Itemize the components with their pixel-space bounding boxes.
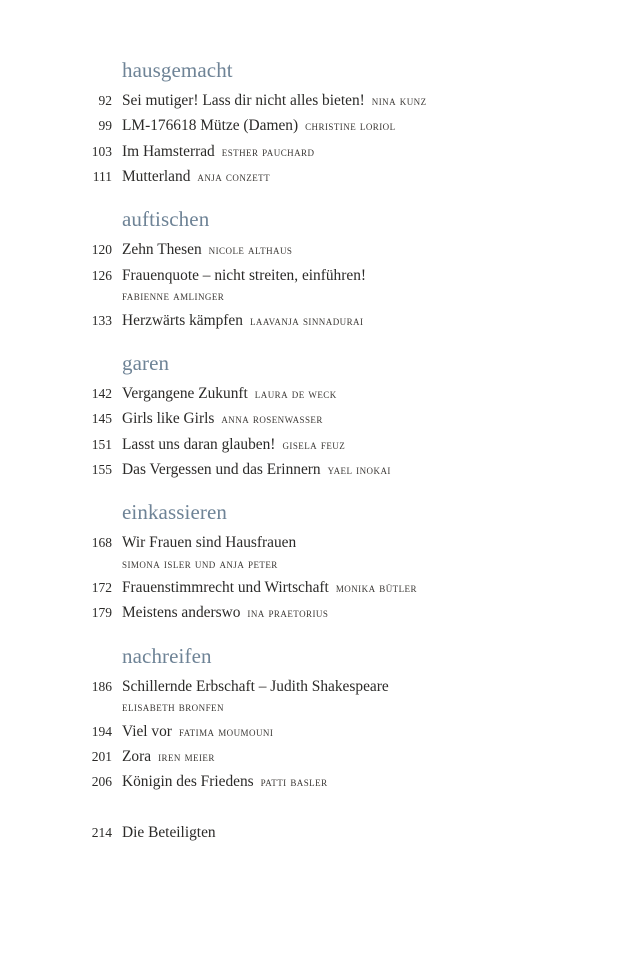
toc-entry[interactable] [60,116,559,136]
table-of-contents [60,60,559,843]
toc-entry-body [112,533,559,573]
toc-entry-body [112,266,559,306]
toc-entry-page-number: 155 [91,461,112,477]
toc-entry-page-number: 186 [91,678,112,694]
toc-entry-author: monika bütler [335,580,417,596]
toc-entry[interactable] [60,142,559,162]
toc-entry-title-line [122,578,559,598]
toc-entry-author: fabienne amlinger [122,287,225,303]
toc-entry-title: Meistens anderswo [122,604,241,622]
toc-section [60,209,559,331]
toc-entry-author: elisabeth bronfen [122,699,224,715]
toc-entry-title: Herzwärts kämpfen [122,311,243,329]
toc-entry[interactable] [60,603,559,623]
toc-entry[interactable] [60,167,559,187]
toc-entry[interactable] [60,772,559,792]
toc-entry-title-line [122,116,559,136]
toc-entry-body [112,603,559,623]
toc-entry[interactable] [60,240,559,260]
toc-section [60,350,559,480]
toc-entry-body [112,116,559,136]
toc-entry-title-line [122,722,559,742]
toc-entry-page-number: 126 [91,267,112,283]
toc-entry[interactable] [60,311,559,331]
toc-entry-page-number: 103 [91,143,112,159]
toc-entry-body [112,747,559,767]
toc-entry-author: laura de weck [254,385,337,401]
toc-entry-body [112,435,559,455]
toc-entry-author: nina kunz [371,93,427,108]
toc-entry-author: esther pauchard [221,143,315,159]
toc-entry-body [112,722,559,742]
toc-entry-page-number: 142 [91,385,112,401]
toc-entry-title: Girls like Girls [122,410,215,428]
toc-entry-body [112,167,559,187]
toc-entry[interactable] [60,747,559,767]
toc-entry-page-number: 151 [91,436,112,452]
toc-entry-title-line [122,409,559,429]
toc-entry-author: fatima moumouni [178,723,274,739]
toc-entry-title: Sei mutiger! Lass dir nicht alles bieten! [122,92,365,109]
toc-entry[interactable] [60,722,559,742]
toc-entry-page-number: 206 [91,774,112,790]
toc-entry-page-number: 168 [91,535,112,551]
toc-entry-title-line [122,435,559,455]
toc-entry-title: Vergangene Zukunft [122,384,248,402]
toc-entry-title-line [122,677,559,697]
toc-entry-author: iren meier [158,748,215,764]
toc-entry[interactable] [60,384,559,404]
toc-entry-title-line [122,311,559,331]
toc-section-heading: hausgemacht [122,58,233,82]
toc-entry-page-number: 172 [91,580,112,596]
toc-entry-author: christine loriol [305,118,396,134]
toc-entry-body [112,142,559,162]
toc-entry-title-line [122,240,559,260]
toc-entry-title-line [122,91,559,111]
toc-entry-title: Frauenstimmrecht und Wirtschaft [122,579,329,597]
toc-entry-author: ina praetorius [247,605,329,621]
toc-entry-body [112,384,559,404]
toc-entry-title: Das Vergessen und das Erinnern [122,460,321,478]
toc-entry-title: Frauenquote – nicht streiten, einführen! [122,266,367,284]
toc-entry-title: Wir Frauen sind Hausfrauen [122,534,297,552]
toc-entry-body [112,677,559,717]
toc-section-heading: auftischen [122,207,210,232]
toc-entry-author: anna rosenwasser [221,411,323,427]
toc-entry-page-number: 145 [91,411,112,427]
toc-entry-body [112,311,559,331]
toc-entry-title-line [122,460,559,480]
toc-entry[interactable] [60,460,559,480]
toc-entry-page-number: 92 [98,93,112,108]
toc-entry-title-line [122,142,559,162]
toc-section [60,643,559,793]
toc-section-heading: garen [122,350,170,375]
toc-entry[interactable] [60,435,559,455]
toc-entry[interactable] [60,409,559,429]
toc-entry-title-line [122,747,559,767]
toc-entry-body [112,460,559,480]
toc-entry[interactable] [60,91,559,111]
toc-entry-title-line [122,823,559,843]
toc-entry[interactable] [60,578,559,598]
toc-entry-title-line [122,772,559,792]
toc-entry-title-line [122,266,559,286]
toc-entry-title: Zehn Thesen [122,241,202,259]
toc-section-heading: einkassieren [122,500,227,525]
toc-entry[interactable] [60,677,559,717]
toc-entry-body [112,91,559,111]
toc-entry-body [112,772,559,792]
toc-section [60,502,559,624]
toc-section [60,60,559,187]
toc-entry-author: yael inokai [327,461,391,477]
toc-entry-title: Viel vor [122,722,172,740]
toc-section-heading: nachreifen [122,643,212,668]
toc-entry-page-number: 179 [91,605,112,621]
toc-entry-page-number: 133 [91,312,112,328]
toc-entry-title: Lasst uns daran glauben! [122,435,276,453]
toc-entry-title: Mutterland [122,167,191,185]
toc-entry-title: Die Beteiligten [122,823,216,841]
toc-entry-title-line [122,603,559,623]
toc-entry-title: Schillernde Erbschaft – Judith Shakespeare [122,677,389,695]
toc-entry-title: Zora [122,747,152,765]
toc-entry-title-line [122,384,559,404]
toc-entry-title: LM-176618 Mütze (Damen) [122,117,299,135]
toc-entry-author: gisela feuz [282,436,346,452]
toc-entry-title-line [122,533,559,553]
toc-entry-page-number: 120 [91,242,112,258]
toc-entry-author: nicole althaus [208,242,293,258]
toc-entry-title-line [122,167,559,187]
toc-entry-author: anja conzett [197,168,271,184]
toc-entry-body [112,578,559,598]
toc-entry-title: Königin des Friedens [122,773,254,791]
toc-entry-body [112,240,559,260]
toc-entry-page-number: 194 [91,723,112,739]
toc-entry-page-number: 99 [98,118,112,134]
toc-entry-page-number: 201 [91,748,112,764]
toc-entry[interactable] [60,823,559,843]
toc-entry-body [112,409,559,429]
toc-entry-author: patti basler [260,774,328,790]
toc-entry[interactable] [60,533,559,573]
toc-entry-author: laavanja sinnadurai [249,312,364,328]
toc-entry[interactable] [60,266,559,306]
toc-entry-page-number: 214 [91,824,112,840]
toc-entry-title: Im Hamsterrad [122,142,215,160]
toc-entry-author: simona isler und anja peter [122,555,278,571]
toc-entry-body [112,823,559,843]
toc-entry-page-number: 111 [92,168,112,184]
